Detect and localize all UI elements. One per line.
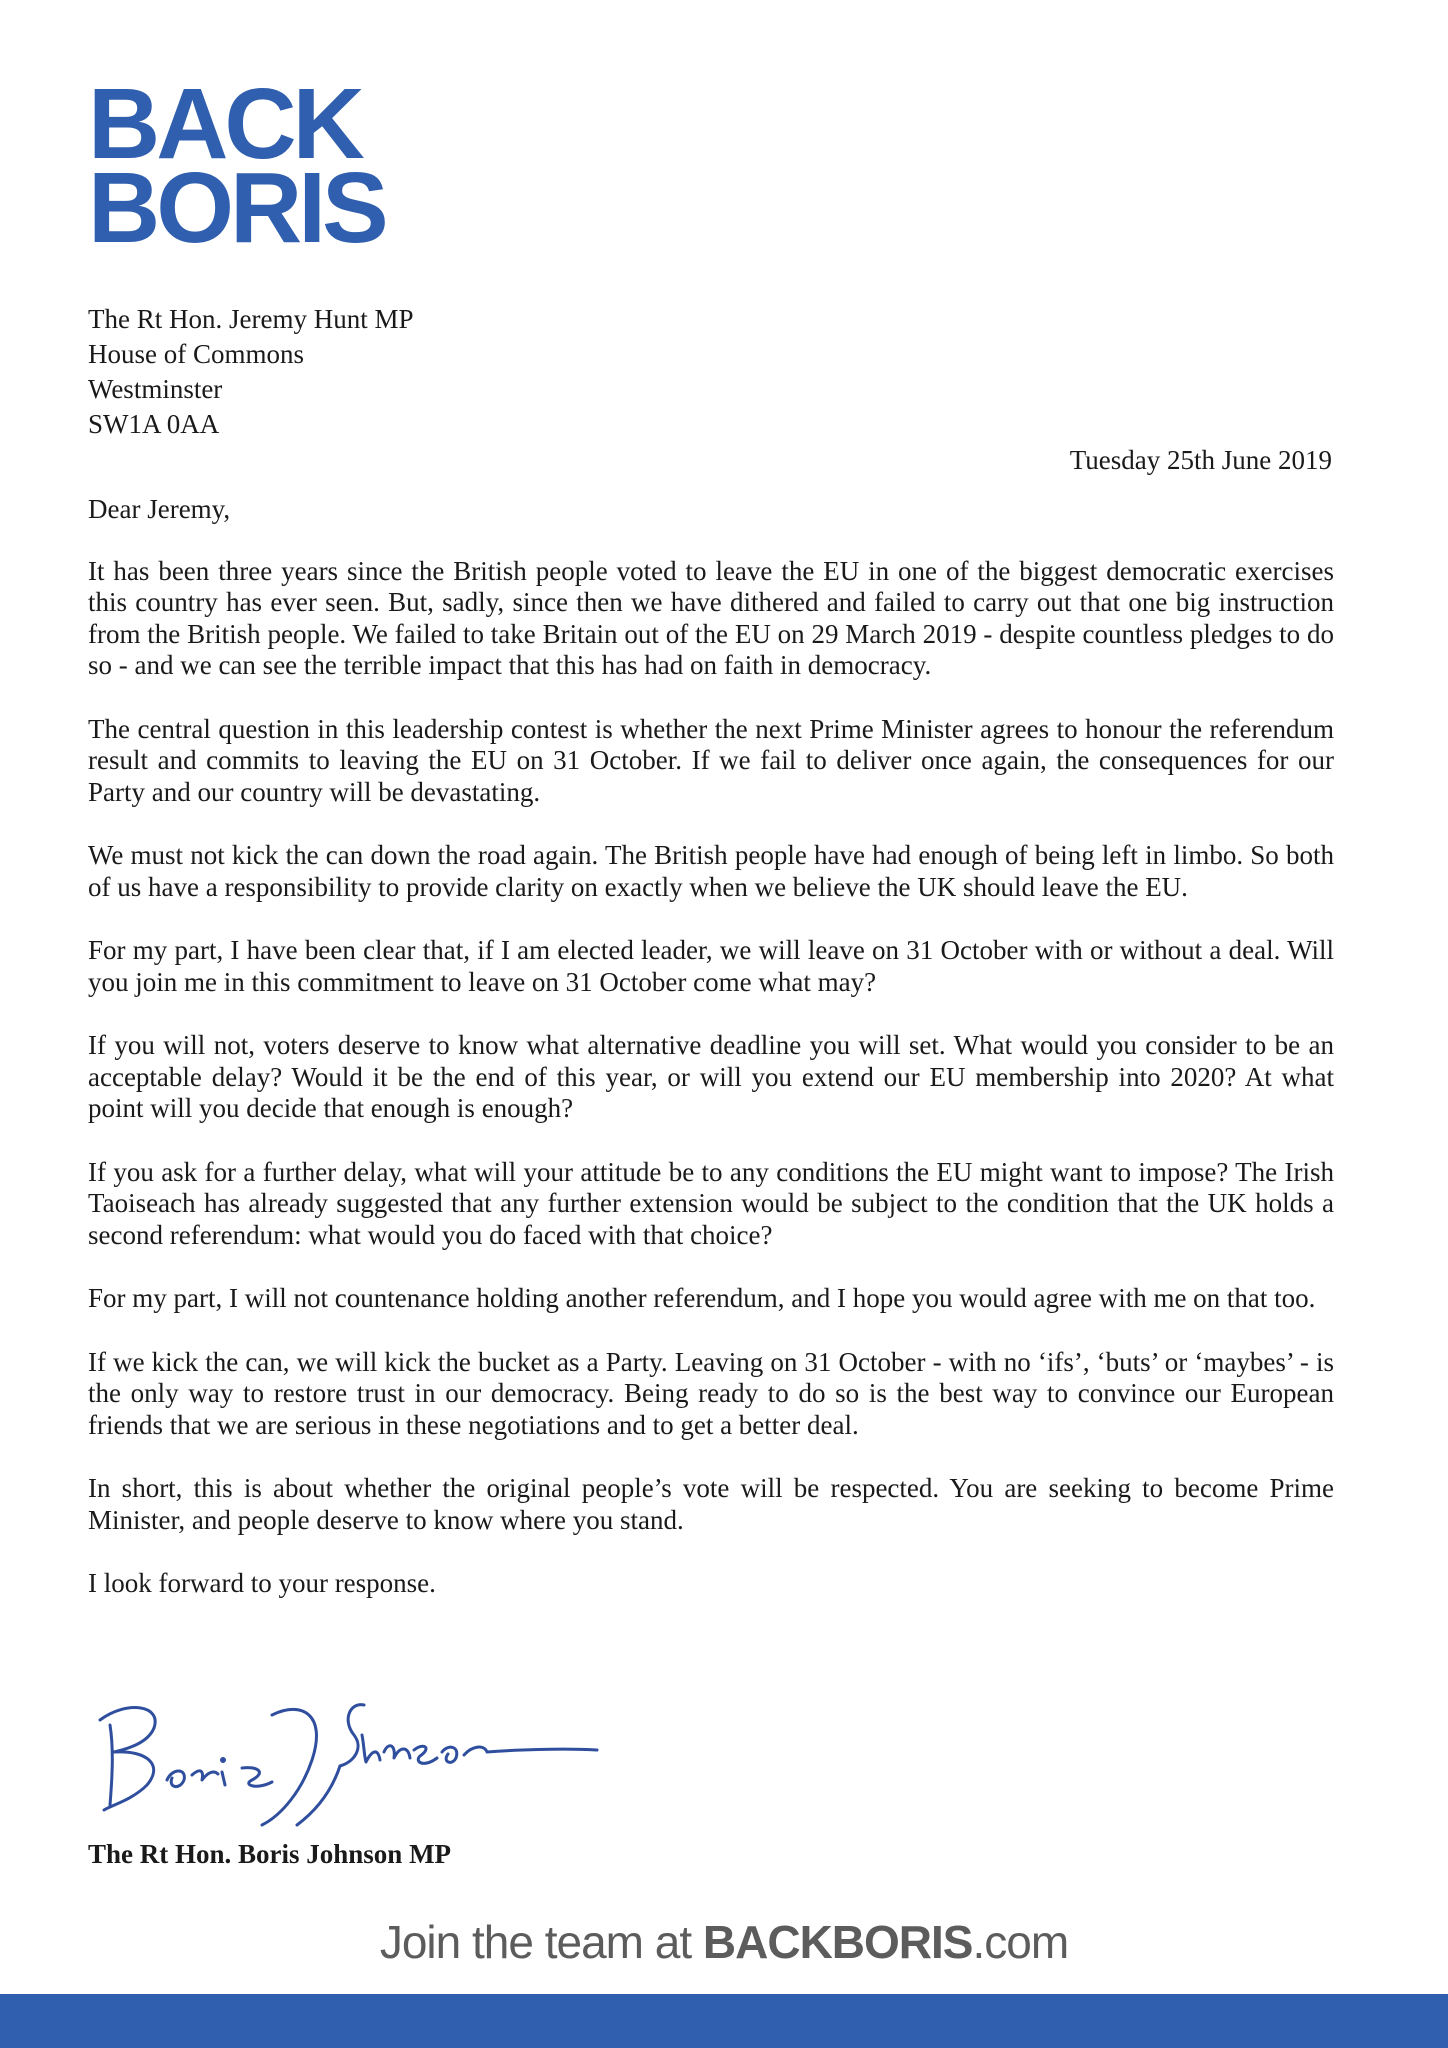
recipient-address-line-3: Westminster bbox=[88, 374, 223, 404]
letter-body bbox=[88, 494, 1334, 1632]
paragraph-7: For my part, I will not countenance holding another referendum, and I hope you would agree with me on that too. bbox=[88, 1283, 1316, 1313]
recipient-address bbox=[88, 302, 413, 442]
back-boris-logo bbox=[88, 68, 385, 264]
paragraph-2: The central question in this leadership contest is whether the next Prime Minister agrees to honour the referendum result and commits to leaving the EU on 31 October. If we fail to deliver once again, the consequences for our Party and our country will be devastating. bbox=[88, 713, 1334, 807]
footer-brand: BACKBORIS bbox=[702, 1916, 973, 1968]
signatory-name: The Rt Hon. Boris Johnson MP bbox=[88, 1839, 452, 1869]
paragraph-3: We must not kick the can down the road again. The British people have had enough of being left in limbo. So both of us have a responsibility to provide clarity on exactly when we believe the UK should leave the EU. bbox=[88, 840, 1334, 902]
paragraph-5: If you will not, voters deserve to know what alternative deadline you will set. What would you consider to be an acceptable delay? Would it be the end of this year, or will you extend our EU membership into 2020? At what point will you decide that enough is enough? bbox=[88, 1030, 1334, 1123]
footer-prefix: Join the team at bbox=[379, 1916, 703, 1968]
recipient-address-line-2: House of Commons bbox=[88, 339, 304, 369]
handwritten-signature-icon bbox=[92, 1680, 612, 1830]
logo-line-1: BACK bbox=[88, 68, 361, 180]
paragraph-8: If we kick the can, we will kick the bucket as a Party. Leaving on 31 October - with no ‘ifs’, ‘buts’ or ‘maybes’ - is the only way to restore trust in our democracy. Being ready to do so is the best way to convince our European friends that we are serious in these negotiations and to get a better deal. bbox=[88, 1346, 1334, 1440]
salutation: Dear Jeremy, bbox=[88, 494, 231, 524]
recipient-postcode: SW1A 0AA bbox=[88, 409, 220, 439]
footer-brand-bar bbox=[0, 1994, 1448, 2048]
footer-call-to-action bbox=[0, 1912, 1448, 1972]
paragraph-9: In short, this is about whether the original people’s vote will be respected. You are seeking to become Prime Minister, and people deserve to know where you stand. bbox=[88, 1473, 1334, 1535]
recipient-name: The Rt Hon. Jeremy Hunt MP bbox=[88, 304, 414, 334]
letter-date: Tuesday 25th June 2019 bbox=[1069, 445, 1332, 475]
closing-line: I look forward to your response. bbox=[88, 1568, 436, 1598]
paragraph-1: It has been three years since the British people voted to leave the EU in one of the biggest democratic exercises this country has ever seen. But, sadly, since then we have dithered and failed to carry out that one big instruction from the British people. We failed to take Britain out of the EU on 29 March 2019 - despite countless pledges to do so - and we can see the terrible impact that this has had on faith in democracy. bbox=[88, 555, 1334, 680]
paragraph-6: If you ask for a further delay, what will your attitude be to any conditions the EU might want to impose? The Irish Taoiseach has already suggested that any further extension would be subject to the condition that the UK holds a second referendum: what would you do faced with that choice? bbox=[88, 1156, 1334, 1250]
paragraph-4: For my part, I have been clear that, if I am elected leader, we will leave on 31 October with or without a deal. Will you join me in this commitment to leave on 31 October come what may? bbox=[88, 935, 1334, 997]
logo-line-2: BORIS bbox=[88, 152, 385, 264]
footer-suffix: .com bbox=[972, 1916, 1069, 1968]
